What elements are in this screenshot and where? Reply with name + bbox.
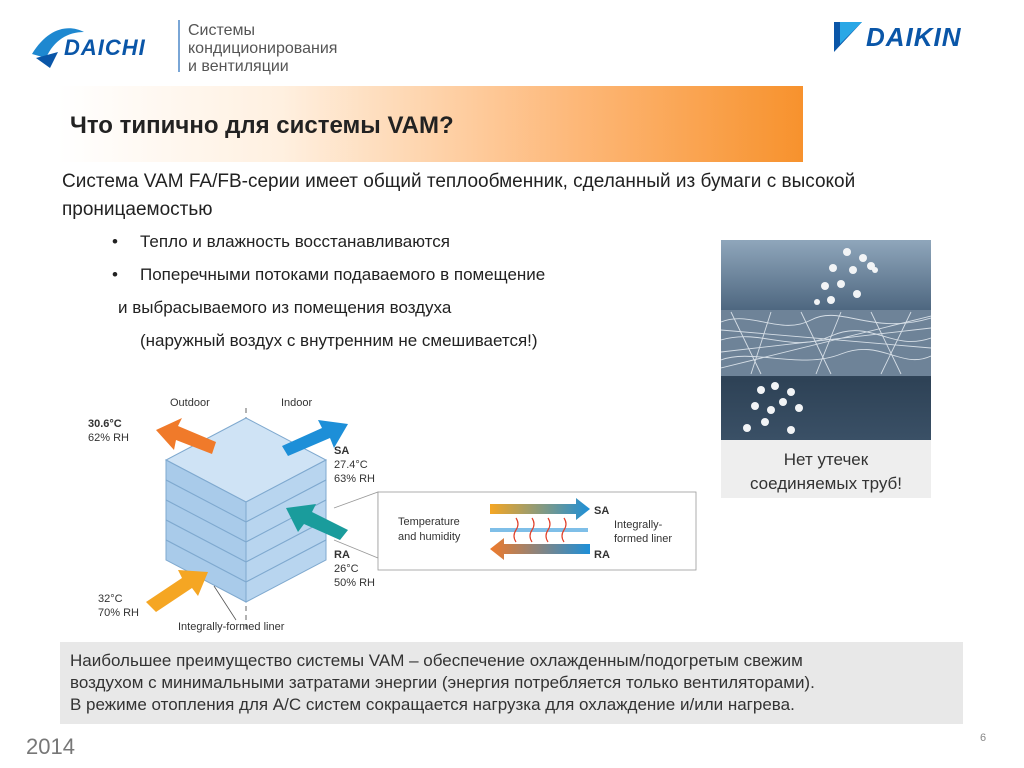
tagline-line-2: кондиционирования [188,40,338,57]
intake-rh: 70% RH [98,607,139,619]
indoor-label: Indoor [281,397,313,409]
bullet-text-1: Тепло и влажность восстанавливаются [140,232,450,251]
tagline-line-1: Системы [188,22,256,39]
ra-rh: 50% RH [334,577,375,589]
daichi-brand: DAICHI [64,35,146,60]
bullet-item-1 [112,232,450,252]
bullet-item-2 [112,265,545,285]
slide-title: Что типично для системы VAM? [70,112,454,139]
bullet-dot: • [112,232,118,251]
zoom-th-line2: and humidity [398,531,461,543]
footer-year: 2014 [26,734,75,759]
note-line-3: В режиме отопления для А/С систем сокращается нагрузка для охлаждение и/или нагрева. [70,695,795,714]
sa-rh: 63% RH [334,473,375,485]
ra-label: RA [334,549,350,561]
bullet-text-2: Поперечными потоками подаваемого в помещение [140,265,546,284]
page-number: 6 [980,732,987,744]
ra-temp: 26°C [334,563,359,575]
zoom-ra: RA [594,549,610,561]
photo-caption-line-1: Нет утечек [783,450,869,469]
outdoor-label: Outdoor [170,397,210,409]
daikin-brand: DAIKIN [866,22,962,52]
heat-exchanger-diagram [86,390,704,634]
continuation-line-1: и выбрасываемого из помещения воздуха [118,298,452,317]
note-line-1: Наибольшее преимущество системы VAM – обеспечение охлажденным/подогретым свежим [70,651,803,670]
continuation-line-2: (наружный воздух с внутренним не смешивается!) [140,331,538,350]
zoom-th-line1: Temperature [398,516,460,528]
note-text [70,650,960,716]
logo-divider [178,20,180,72]
sa-temp: 27.4°C [334,459,368,471]
sa-label: SA [334,445,350,457]
photo-caption-line-2: соединяемых труб! [749,474,903,493]
membrane-photo [721,240,931,440]
exhaust-temp: 30.6°C [88,418,122,430]
exhaust-rh: 62% RH [88,432,129,444]
intro-text: Система VAM FA/FB-серии имеет общий теплообменник, сделанный из бумаги с высокой проницаемостью [62,171,856,220]
note-line-2: воздухом с минимальными затратами энергии (энергия потребляется только вентиляторами). [70,673,815,692]
zoom-liner-line1: Integrally- [614,519,663,531]
bullet-dot: • [112,265,118,284]
zoom-liner-line2: formed liner [614,533,673,545]
liner-label: Integrally-formed liner [178,621,285,633]
tagline-line-3: и вентиляции [188,58,289,75]
zoom-sa: SA [594,505,610,517]
intake-temp: 32°C [98,593,123,605]
photo-caption [721,448,931,496]
